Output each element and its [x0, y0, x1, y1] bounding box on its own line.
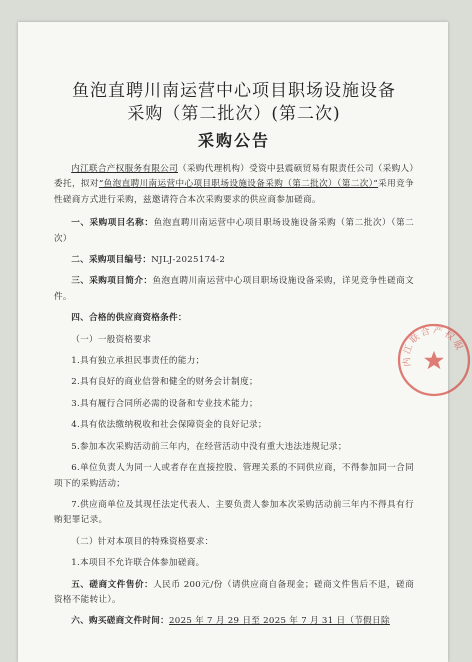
requirement-6: 6.单位负责人为同一人或者存在直接控股、管理关系的不同供应商，不得参加同一合同项下的采购活动； — [54, 463, 414, 489]
requirement-3: 3.具有履行合同所必需的设备和专业技术能力； — [71, 398, 258, 409]
requirement-5: 5.参加本次采购活动前三年内，在经营活动中没有重大违法违规记录； — [71, 441, 347, 452]
requirement-7: 7.供应商单位及其现任法定代表人、主要负责人参加本次采购活动前三年内不得具有行贿犯罪记录。 — [54, 499, 414, 526]
item-6-value: 2025 年 7 月 29 日至 2025 年 7 月 31 日（节假日除 — [169, 616, 390, 627]
requirement-1: 1.具有独立承担民事责任的能力； — [71, 356, 205, 367]
company-seal-stamp — [396, 322, 472, 398]
item-2-label: 二、采购项目编号： — [71, 255, 152, 266]
document-body — [54, 80, 414, 630]
item-3-label: 三、采购项目简介： — [71, 276, 153, 287]
document-page — [18, 22, 465, 662]
intro-part3: 采用竞争性磋商方式进行采购，兹邀请符合本次采购要求的供应商参加磋商。 — [54, 179, 414, 205]
item-2 — [54, 253, 414, 268]
agency-name: 内江联合产权服务有限公司 — [71, 164, 178, 174]
svg-text:内江联合产权服: 内江联合产权服 — [402, 325, 465, 368]
special-requirements-heading: （二）针对本项目的特殊资格要求： — [71, 536, 214, 547]
special-requirement-1: 1.本项目不允许联合体参加磋商。 — [71, 558, 205, 569]
item-2-value: NJLJ-2025174-2 — [151, 255, 226, 266]
requirement-2: 2.具有良好的商业信誉和健全的财务会计制度； — [71, 377, 258, 388]
item-5-value: 人民币 200元/份（请供应商自备现金；磋商文件售后不退，磋商资格不能转让）。 — [54, 579, 414, 605]
document-title-line1: 鱼泡直聘川南运营中心项目职场设施设备 — [72, 81, 396, 101]
document-subtitle: 采购公告 — [197, 131, 270, 150]
intro-paragraph — [54, 162, 414, 208]
item-1 — [54, 216, 414, 247]
intro-part1: （采购代理机构）受资中县震硕贸易有限责任公 — [177, 164, 365, 174]
requirement-4: 4.具有依法缴纳税收和社会保障资金的良好记录； — [71, 420, 267, 431]
item-3-value: 鱼泡直聘川南运营中心项目职场设施设备采购，详见竞争性磋商文件。 — [54, 276, 415, 302]
item-3 — [54, 274, 414, 305]
item-5-label: 五、磋商文件售价： — [71, 579, 154, 590]
intro-part2: 司（采购人）委托，拟对 — [54, 164, 414, 190]
item-1-label: 一、采购项目名称： — [71, 218, 154, 229]
item-6 — [54, 614, 414, 629]
item-1-value: 鱼泡直聘川南运营中心项目职场设施设备采购（第二批次）（第二次） — [54, 218, 415, 244]
item-6-label: 六、购买磋商文件时间： — [71, 616, 170, 627]
document-title-line2: 采购（第二批次）(第二次) — [127, 104, 341, 124]
general-requirements-heading: （一）一般资格要求 — [71, 334, 152, 345]
item-5 — [54, 578, 414, 609]
item-4-label: 四、合格的供应商资格条件： — [71, 313, 187, 324]
intro-project-quote: “鱼泡直聘川南运营中心项目职场设施设备采购（第二批次）（第二次）” — [98, 179, 379, 190]
